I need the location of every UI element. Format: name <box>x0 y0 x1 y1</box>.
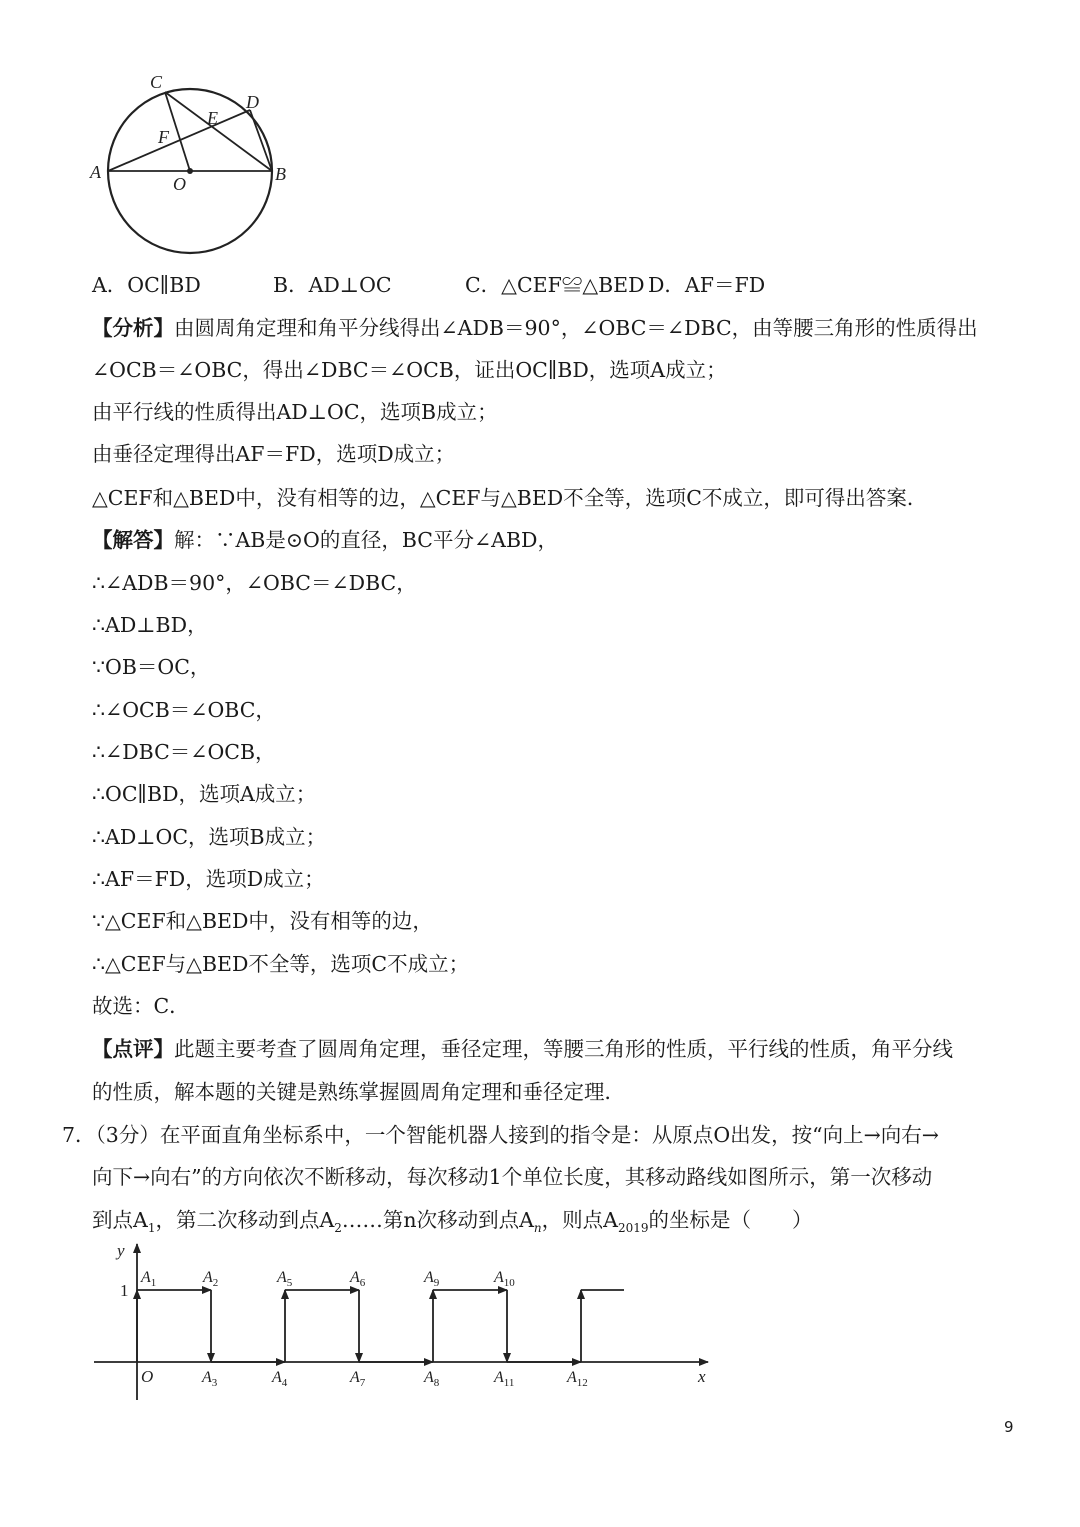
solution-line-5: ∴∠OCB＝∠OBC， <box>92 698 276 722</box>
circle-figure <box>80 65 310 265</box>
label-C: C <box>150 72 163 92</box>
point-A10: $A_{10}$ <box>494 1269 515 1289</box>
y-axis-label: y <box>117 1241 125 1260</box>
point-A4: $A_4$ <box>272 1369 288 1389</box>
x-axis-label: x <box>698 1367 706 1386</box>
analysis-line-4: 由垂径定理得出AF＝FD，选项D成立； <box>92 442 456 466</box>
option-a: A．OC∥BD <box>92 273 201 297</box>
point-A9: $A_9$ <box>424 1269 440 1289</box>
origin-label: O <box>141 1367 154 1386</box>
point-A6: $A_6$ <box>350 1269 366 1289</box>
analysis-tag: 【分析】 <box>92 316 174 340</box>
label-E: E <box>207 108 218 128</box>
comment-line-2: 的性质，解本题的关键是熟练掌握圆周角定理和垂径定理． <box>92 1080 625 1104</box>
label-B: B <box>275 164 286 184</box>
q7-line-2: 向下→向右”的方向依次不断移动，每次移动1个单位长度，其移动路线如图所示，第一次移动 <box>92 1165 933 1189</box>
solution-line-7: ∴OC∥BD，选项A成立； <box>92 782 317 806</box>
comment-line-1 <box>92 1035 953 1063</box>
analysis-text-1: 由圆周角定理和角平分线得出∠ADB＝90°，∠OBC＝∠DBC，由等腰三角形的性质得出 <box>174 316 978 340</box>
point-A8: $A_8$ <box>424 1369 440 1389</box>
label-O: O <box>173 174 186 194</box>
label-A: A <box>90 162 101 182</box>
point-A12: $A_{12}$ <box>567 1369 588 1389</box>
solution-line-2: ∴∠ADB＝90°，∠OBC＝∠DBC， <box>92 571 417 595</box>
label-D: D <box>246 92 259 112</box>
solution-line-6: ∴∠DBC＝∠OCB， <box>92 740 276 764</box>
solution-text-1: 解：∵AB是⊙O的直径，BC平分∠ABD， <box>174 528 558 552</box>
solution-line-4: ∵OB＝OC， <box>92 655 211 679</box>
point-A1: $A_1$ <box>141 1269 157 1289</box>
solution-line-11: ∴△CEF与△BED不全等，选项C不成立； <box>92 952 470 976</box>
solution-line-9: ∴AF＝FD，选项D成立； <box>92 867 325 891</box>
point-A3: $A_3$ <box>202 1369 218 1389</box>
page-number: 9 <box>1004 1418 1014 1436</box>
analysis-line-2: ∠OCB＝∠OBC，得出∠DBC＝∠OCB，证出OC∥BD，选项A成立； <box>92 358 727 382</box>
analysis-line-5: △CEF和△BED中，没有相等的边，△CEF与△BED不全等，选项C不成立，即可得出答案． <box>92 486 928 510</box>
solution-line-10: ∵△CEF和△BED中，没有相等的边， <box>92 909 433 933</box>
solution-line-1 <box>92 526 558 554</box>
solution-line-8: ∴AD⊥OC，选项B成立； <box>92 825 327 849</box>
comment-text-1: 此题主要考查了圆周角定理，垂径定理，等腰三角形的性质，平行线的性质，角平分线 <box>174 1037 953 1061</box>
tick-1: 1 <box>120 1281 129 1300</box>
option-d: D．AF＝FD <box>648 273 766 297</box>
point-A2: $A_2$ <box>203 1269 219 1289</box>
point-A7: $A_7$ <box>350 1369 366 1389</box>
solution-tag: 【解答】 <box>92 528 174 552</box>
option-c: C．△CEF≌△BED <box>465 273 645 297</box>
solution-line-3: ∴AD⊥BD， <box>92 613 208 637</box>
analysis-line-1 <box>92 314 978 342</box>
q7-line-3: 到点$A_1$，第二次移动到点$A_2\dots\dots$第n次移动到点$A_n$，则点$A_{2019}$的坐标是（ ） <box>92 1208 813 1236</box>
option-b: B．AD⊥OC <box>273 273 392 297</box>
analysis-line-3: 由平行线的性质得出AD⊥OC，选项B成立； <box>92 400 498 424</box>
point-A11: $A_{11}$ <box>494 1369 515 1389</box>
label-F: F <box>158 127 169 147</box>
comment-tag: 【点评】 <box>92 1037 174 1061</box>
solution-line-12: 故选：C． <box>92 994 190 1018</box>
q7-line-1: 7．（3分）在平面直角坐标系中，一个智能机器人接到的指令是：从原点O出发，按“向上→向右→ <box>62 1123 939 1147</box>
coord-figure <box>90 1238 720 1403</box>
point-A5: $A_5$ <box>277 1269 293 1289</box>
